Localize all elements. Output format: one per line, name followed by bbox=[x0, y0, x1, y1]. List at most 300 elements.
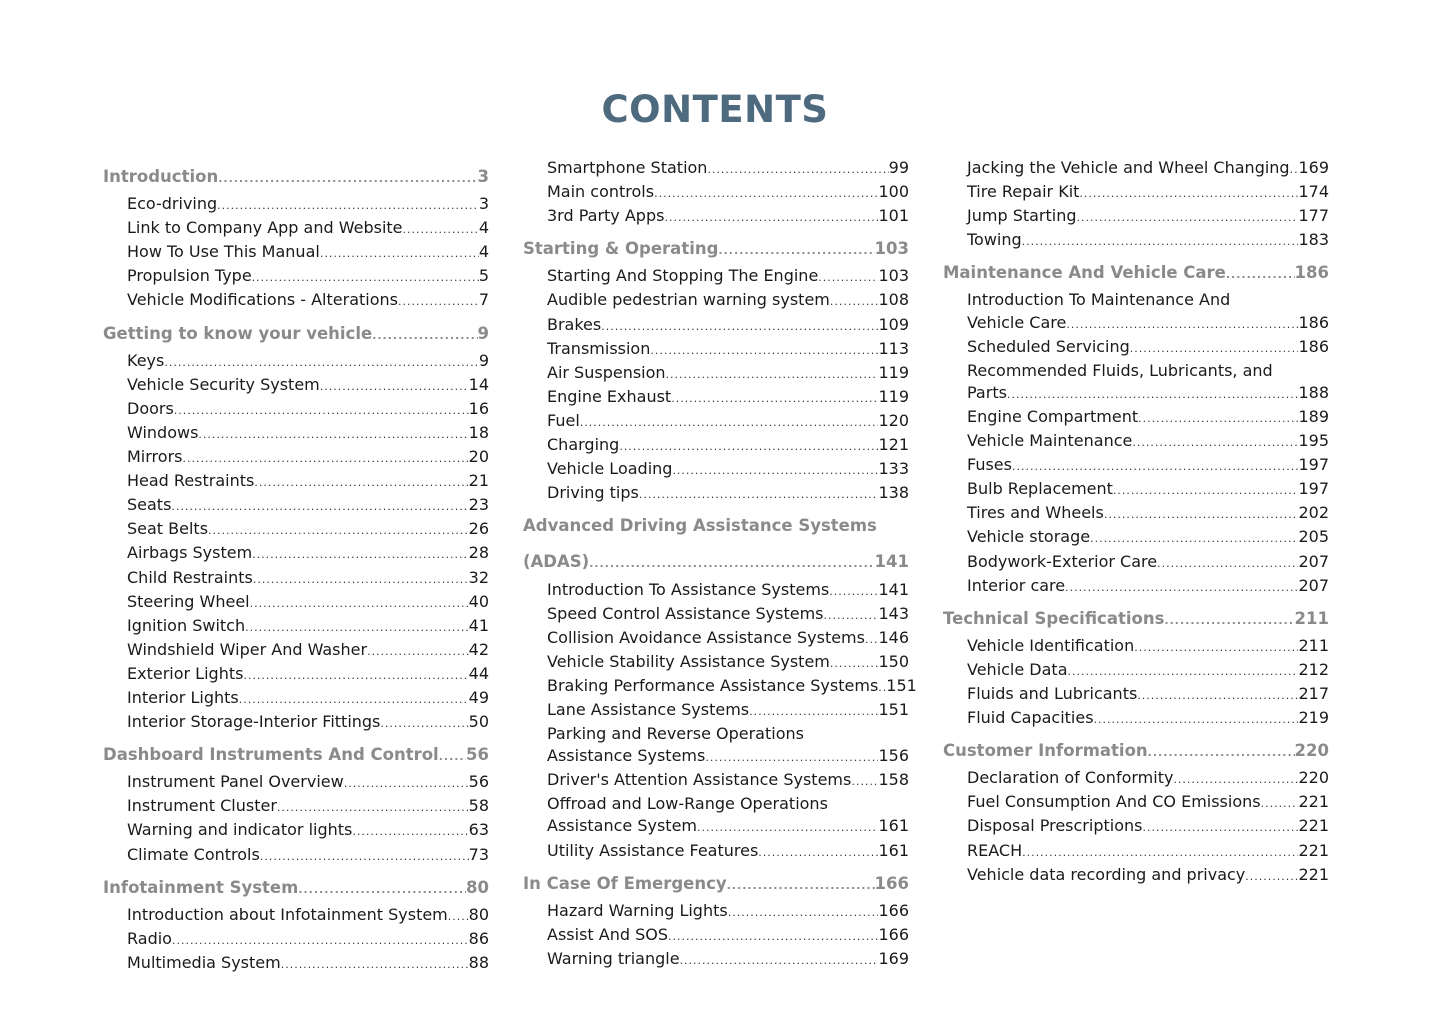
page-number: 161 bbox=[878, 840, 909, 860]
toc-entry-label: Fuel Consumption And CO Emissions bbox=[967, 792, 1261, 812]
toc-entry-label: Utility Assistance Features bbox=[547, 840, 759, 860]
toc-section[interactable] bbox=[523, 551, 909, 575]
page-number: 7 bbox=[478, 290, 489, 310]
toc-entry[interactable] bbox=[523, 458, 909, 482]
dot-leader bbox=[878, 677, 886, 699]
dot-leader bbox=[1079, 183, 1298, 205]
toc-entry-label: Windows bbox=[127, 422, 199, 442]
toc-entry-label: Exterior Lights bbox=[127, 663, 244, 683]
toc-entry[interactable] bbox=[523, 651, 909, 675]
dot-leader bbox=[217, 195, 479, 217]
toc-entry[interactable] bbox=[523, 603, 909, 627]
toc-entry-label: How To Use This Manual bbox=[127, 242, 320, 262]
toc-entry-label: Interior Storage-Interior Fittings bbox=[127, 712, 381, 732]
toc-entry-label: Instrument Cluster bbox=[127, 796, 277, 816]
toc-entry[interactable] bbox=[523, 314, 909, 338]
toc-entry-label: Tire Repair Kit bbox=[967, 182, 1080, 202]
dot-leader bbox=[718, 240, 874, 262]
toc-entry-label: Speed Control Assistance Systems bbox=[547, 603, 824, 623]
toc-entry[interactable] bbox=[523, 948, 909, 972]
page-number: 205 bbox=[1298, 527, 1329, 547]
dot-leader bbox=[1077, 207, 1299, 229]
dot-leader bbox=[1134, 637, 1298, 659]
toc-entry[interactable] bbox=[103, 795, 489, 819]
toc-entry[interactable] bbox=[103, 567, 489, 591]
page-number: 151 bbox=[886, 675, 917, 695]
toc-entry-label: Jacking the Vehicle and Wheel Changing bbox=[967, 158, 1290, 177]
contents-column-1 bbox=[103, 157, 489, 976]
dot-leader bbox=[1164, 610, 1294, 632]
toc-entry[interactable] bbox=[523, 338, 909, 362]
toc-entry-label: Lane Assistance Systems bbox=[547, 699, 750, 719]
toc-entry-label: Eco-driving bbox=[127, 194, 218, 214]
toc-section[interactable] bbox=[103, 166, 489, 190]
page-number: 197 bbox=[1298, 455, 1329, 475]
dot-leader bbox=[171, 496, 468, 518]
toc-entry-label: Air Suspension bbox=[547, 362, 666, 382]
dot-leader bbox=[1012, 456, 1298, 478]
dot-leader bbox=[639, 484, 879, 506]
dot-leader bbox=[580, 412, 879, 434]
toc-entry-label: Audible pedestrian warning system bbox=[547, 290, 830, 310]
page-number: 186 bbox=[1298, 336, 1329, 356]
page-number: 86 bbox=[468, 928, 489, 948]
page-number: 28 bbox=[468, 543, 489, 563]
page-number: 56 bbox=[468, 772, 489, 792]
toc-entry[interactable] bbox=[943, 454, 1329, 478]
toc-entry[interactable] bbox=[943, 229, 1329, 253]
dot-leader bbox=[697, 817, 878, 839]
page-number: 212 bbox=[1298, 659, 1329, 679]
page-number: 183 bbox=[1298, 230, 1329, 250]
page-number: 133 bbox=[878, 459, 909, 479]
dot-leader bbox=[1290, 159, 1299, 181]
toc-entry[interactable] bbox=[103, 265, 489, 289]
toc-section[interactable] bbox=[523, 515, 909, 537]
toc-entry[interactable] bbox=[943, 382, 1329, 406]
toc-entry-label: Vehicle Stability Assistance System bbox=[547, 651, 830, 671]
page-number: 211 bbox=[1298, 635, 1329, 655]
toc-entry[interactable] bbox=[523, 362, 909, 386]
toc-entry-label: Jump Starting bbox=[967, 206, 1077, 226]
toc-entry[interactable] bbox=[103, 422, 489, 446]
page-number: 141 bbox=[874, 552, 909, 572]
page-number: 41 bbox=[468, 615, 489, 635]
toc-entry[interactable] bbox=[103, 470, 489, 494]
dot-leader bbox=[619, 436, 878, 458]
page-number: 49 bbox=[468, 687, 489, 707]
page-number: 156 bbox=[878, 746, 909, 766]
toc-entry-label: Disposal Prescriptions bbox=[967, 816, 1143, 836]
dot-leader bbox=[851, 771, 878, 793]
toc-section[interactable] bbox=[103, 323, 489, 347]
toc-entry-label: Fluid Capacities bbox=[967, 708, 1094, 728]
toc-entry-label: Brakes bbox=[547, 314, 602, 334]
dot-leader bbox=[164, 352, 478, 374]
page-number: 189 bbox=[1298, 406, 1329, 426]
toc-entry[interactable] bbox=[523, 745, 909, 769]
toc-entry-label: Fuel bbox=[547, 410, 580, 430]
toc-section-label: Technical Specifications bbox=[943, 608, 1165, 628]
toc-entry[interactable] bbox=[103, 819, 489, 843]
toc-entry[interactable] bbox=[943, 840, 1329, 864]
page-number: 188 bbox=[1298, 382, 1329, 402]
page-number: 141 bbox=[878, 579, 909, 599]
toc-entry[interactable] bbox=[103, 446, 489, 470]
toc-entry-label: Climate Controls bbox=[127, 844, 260, 864]
dot-leader bbox=[1066, 314, 1298, 336]
toc-entry[interactable] bbox=[943, 551, 1329, 575]
dot-leader bbox=[1173, 769, 1298, 791]
dot-leader bbox=[253, 569, 469, 591]
toc-entry-label: Vehicle Identification bbox=[967, 635, 1135, 655]
dot-leader bbox=[1068, 661, 1299, 683]
toc-entry[interactable] bbox=[523, 289, 909, 313]
page-number: 186 bbox=[1298, 312, 1329, 332]
toc-entry-label: Hazard Warning Lights bbox=[547, 900, 728, 920]
page-number: 103 bbox=[878, 266, 909, 286]
toc-entry[interactable] bbox=[943, 289, 1329, 311]
dot-leader bbox=[1130, 338, 1299, 360]
dot-leader bbox=[707, 159, 888, 181]
dot-leader bbox=[320, 243, 479, 265]
dot-leader bbox=[352, 821, 468, 843]
toc-section[interactable] bbox=[103, 877, 489, 901]
toc-entry-label: Driving tips bbox=[547, 483, 639, 503]
toc-entry[interactable] bbox=[523, 205, 909, 229]
toc-section[interactable] bbox=[943, 740, 1329, 764]
toc-entry-label: Charging bbox=[547, 435, 620, 455]
toc-entry-label: Vehicle storage bbox=[967, 527, 1091, 547]
toc-entry-label: Engine Compartment bbox=[967, 406, 1139, 426]
toc-entry-label: Introduction To Assistance Systems bbox=[547, 579, 830, 599]
dot-leader bbox=[320, 376, 469, 398]
dot-leader bbox=[749, 701, 878, 723]
toc-entry[interactable] bbox=[523, 769, 909, 793]
toc-entry[interactable] bbox=[103, 844, 489, 868]
dot-leader bbox=[245, 617, 469, 639]
toc-entry-label: Warning triangle bbox=[547, 948, 680, 968]
toc-entry[interactable] bbox=[523, 815, 909, 839]
page-number: 88 bbox=[468, 952, 489, 972]
toc-entry[interactable] bbox=[103, 374, 489, 398]
toc-entry-label: Windshield Wiper And Washer bbox=[127, 639, 368, 659]
page-number: 119 bbox=[878, 386, 909, 406]
toc-entry[interactable] bbox=[943, 336, 1329, 360]
toc-entry[interactable] bbox=[103, 591, 489, 615]
toc-entry-label: Vehicle Modifications - Alterations bbox=[127, 290, 398, 310]
toc-entry[interactable] bbox=[943, 767, 1329, 791]
toc-entry-label: Braking Performance Assistance Systems bbox=[547, 675, 879, 695]
dot-leader bbox=[252, 267, 479, 289]
toc-entry[interactable] bbox=[523, 410, 909, 434]
toc-entry[interactable] bbox=[943, 205, 1329, 229]
toc-entry[interactable] bbox=[943, 406, 1329, 430]
toc-entry[interactable] bbox=[523, 579, 909, 603]
page-number: 58 bbox=[468, 796, 489, 816]
toc-entry-label: Warning and indicator lights bbox=[127, 820, 353, 840]
toc-entry[interactable] bbox=[103, 289, 489, 313]
toc-entry[interactable] bbox=[943, 864, 1329, 888]
toc-entry[interactable] bbox=[943, 312, 1329, 336]
dot-leader bbox=[1157, 553, 1298, 575]
dot-leader bbox=[367, 641, 469, 663]
page-number: 32 bbox=[468, 567, 489, 587]
dot-leader bbox=[1137, 685, 1298, 707]
dot-leader bbox=[372, 325, 477, 347]
toc-section-label: Introduction bbox=[103, 167, 219, 186]
toc-entry[interactable] bbox=[103, 771, 489, 795]
toc-section-label: Maintenance And Vehicle Care bbox=[943, 263, 1226, 283]
dot-leader bbox=[218, 168, 477, 190]
dot-leader bbox=[671, 388, 878, 410]
dot-leader bbox=[680, 950, 879, 972]
toc-entry-label: Transmission bbox=[547, 338, 651, 358]
page-number: 220 bbox=[1294, 741, 1329, 761]
page-number: 80 bbox=[466, 877, 489, 897]
toc-entry[interactable] bbox=[943, 659, 1329, 683]
page-number: 21 bbox=[468, 471, 489, 491]
dot-leader bbox=[439, 746, 466, 768]
toc-entry[interactable] bbox=[103, 217, 489, 241]
toc-entry-label: Starting And Stopping The Engine bbox=[547, 266, 819, 286]
page-number: 20 bbox=[468, 447, 489, 467]
toc-entry[interactable] bbox=[103, 193, 489, 217]
page-number: 3 bbox=[477, 167, 489, 186]
page-number: 202 bbox=[1298, 503, 1329, 523]
toc-entry-label: Driver's Attention Assistance Systems bbox=[547, 770, 852, 790]
toc-entry-label: Introduction about Infotainment System bbox=[127, 904, 448, 924]
page-number: 120 bbox=[878, 410, 909, 430]
page-number: 174 bbox=[1298, 182, 1329, 202]
page-number: 169 bbox=[878, 948, 909, 968]
toc-entry-label: Vehicle Security System bbox=[127, 374, 320, 394]
toc-entry[interactable] bbox=[523, 793, 909, 815]
page-number: 221 bbox=[1298, 792, 1329, 812]
page-number: 113 bbox=[878, 338, 909, 358]
toc-entry[interactable] bbox=[523, 434, 909, 458]
toc-entry[interactable] bbox=[103, 711, 489, 735]
toc-entry[interactable] bbox=[103, 241, 489, 265]
dot-leader bbox=[758, 842, 878, 864]
toc-entry-label: Smartphone Station bbox=[547, 158, 708, 177]
page-number: 18 bbox=[468, 422, 489, 442]
toc-entry[interactable] bbox=[103, 398, 489, 422]
toc-entry-label: Doors bbox=[127, 398, 174, 418]
toc-entry[interactable] bbox=[943, 157, 1329, 181]
page-number: 207 bbox=[1298, 551, 1329, 571]
dot-leader bbox=[672, 460, 878, 482]
toc-entry[interactable] bbox=[523, 699, 909, 723]
toc-entry-label: Introduction To Maintenance And bbox=[967, 290, 1231, 310]
toc-entry-label: Interior care bbox=[967, 575, 1066, 595]
toc-entry-label: Towing bbox=[967, 230, 1022, 250]
toc-entry[interactable] bbox=[943, 635, 1329, 659]
toc-entry-label: Main controls bbox=[547, 182, 655, 202]
toc-entry-label: Recommended Fluids, Lubricants, and bbox=[967, 360, 1273, 380]
dot-leader bbox=[728, 902, 879, 924]
page-number: 119 bbox=[878, 362, 909, 382]
dot-leader bbox=[1090, 528, 1298, 550]
dot-leader bbox=[252, 544, 468, 566]
page-number: 207 bbox=[1298, 575, 1329, 595]
toc-section[interactable] bbox=[523, 873, 909, 897]
dot-leader bbox=[1104, 504, 1299, 526]
toc-entry-label: 3rd Party Apps bbox=[547, 206, 665, 226]
page-number: 161 bbox=[878, 816, 909, 836]
toc-entry[interactable] bbox=[943, 360, 1329, 382]
toc-entry[interactable] bbox=[943, 815, 1329, 839]
dot-leader bbox=[254, 472, 468, 494]
page-number: 221 bbox=[1298, 864, 1329, 884]
toc-entry-label: Declaration of Conformity bbox=[967, 768, 1174, 788]
toc-entry-label: Bodywork-Exterior Care bbox=[967, 551, 1158, 571]
toc-entry[interactable] bbox=[103, 952, 489, 976]
dot-leader bbox=[277, 797, 469, 819]
page-number: 121 bbox=[878, 435, 909, 455]
dot-leader bbox=[239, 689, 469, 711]
dot-leader bbox=[1065, 577, 1298, 599]
toc-entry[interactable] bbox=[523, 386, 909, 410]
page-number: 63 bbox=[468, 820, 489, 840]
toc-entry[interactable] bbox=[523, 675, 917, 699]
toc-entry[interactable] bbox=[943, 791, 1329, 815]
dot-leader bbox=[172, 930, 469, 952]
toc-entry-label: Vehicle data recording and privacy bbox=[967, 864, 1246, 884]
toc-entry[interactable] bbox=[103, 904, 489, 928]
toc-entry[interactable] bbox=[103, 687, 489, 711]
toc-entry[interactable] bbox=[523, 627, 909, 651]
toc-entry-label: Vehicle Care bbox=[967, 312, 1067, 332]
toc-entry-label: Steering Wheel bbox=[127, 591, 250, 611]
toc-section-label: (ADAS) bbox=[523, 552, 590, 572]
toc-entry[interactable] bbox=[523, 723, 909, 745]
toc-entry-label: Bulb Replacement bbox=[967, 479, 1113, 499]
page-number: 220 bbox=[1298, 768, 1329, 788]
toc-entry-label: Seat Belts bbox=[127, 519, 209, 539]
toc-section[interactable] bbox=[523, 238, 909, 262]
toc-entry-label: Multimedia System bbox=[127, 952, 281, 972]
toc-entry[interactable] bbox=[103, 928, 489, 952]
dot-leader bbox=[250, 593, 469, 615]
dot-leader bbox=[664, 207, 878, 229]
page-number: 23 bbox=[468, 495, 489, 515]
toc-section[interactable] bbox=[103, 744, 489, 768]
dot-leader bbox=[589, 553, 874, 575]
toc-entry-label: REACH bbox=[967, 840, 1023, 860]
page-number: 16 bbox=[468, 398, 489, 418]
page-number: 221 bbox=[1298, 840, 1329, 860]
page-number: 3 bbox=[478, 194, 489, 214]
toc-entry[interactable] bbox=[523, 265, 909, 289]
dot-leader bbox=[298, 879, 466, 901]
toc-entry[interactable] bbox=[943, 502, 1329, 526]
page-number: 211 bbox=[1294, 608, 1329, 628]
dot-leader bbox=[1261, 793, 1299, 815]
toc-entry[interactable] bbox=[103, 350, 489, 374]
toc-entry[interactable] bbox=[523, 482, 909, 506]
page-number: 177 bbox=[1298, 206, 1329, 226]
toc-entry-label: Vehicle Maintenance bbox=[967, 431, 1133, 451]
page-number: 138 bbox=[878, 483, 909, 503]
toc-section-label: Advanced Driving Assistance Systems bbox=[523, 516, 877, 536]
toc-entry[interactable] bbox=[943, 683, 1329, 707]
dot-leader bbox=[654, 183, 878, 205]
page-number: 150 bbox=[878, 651, 909, 671]
page-number: 100 bbox=[878, 182, 909, 202]
dot-leader bbox=[1142, 817, 1298, 839]
toc-entry[interactable] bbox=[103, 615, 489, 639]
toc-entry[interactable] bbox=[103, 494, 489, 518]
toc-entry[interactable] bbox=[943, 575, 1329, 599]
contents-column-3 bbox=[943, 157, 1329, 888]
toc-section[interactable] bbox=[943, 262, 1329, 286]
toc-entry[interactable] bbox=[523, 900, 909, 924]
dot-leader bbox=[705, 747, 878, 769]
toc-entry-label: Interior Lights bbox=[127, 687, 239, 707]
page-number: 169 bbox=[1298, 158, 1329, 177]
toc-entry-label: Mirrors bbox=[127, 447, 183, 467]
toc-entry-label: Fuses bbox=[967, 455, 1012, 475]
toc-entry[interactable] bbox=[523, 181, 909, 205]
toc-entry[interactable] bbox=[523, 840, 909, 864]
dot-leader bbox=[1022, 231, 1299, 253]
toc-entry[interactable] bbox=[943, 430, 1329, 454]
dot-leader bbox=[824, 605, 879, 627]
page-number: 151 bbox=[878, 699, 909, 719]
dot-leader bbox=[344, 773, 469, 795]
page-number: 9 bbox=[477, 323, 489, 343]
toc-entry[interactable] bbox=[523, 157, 909, 181]
toc-entry[interactable] bbox=[943, 181, 1329, 205]
page-number: 4 bbox=[478, 242, 489, 262]
toc-entry[interactable] bbox=[103, 639, 489, 663]
dot-leader bbox=[1094, 709, 1299, 731]
dot-leader bbox=[1245, 866, 1298, 888]
dot-leader bbox=[829, 581, 878, 603]
dot-leader bbox=[830, 291, 879, 313]
toc-entry[interactable] bbox=[943, 478, 1329, 502]
page-number: 73 bbox=[468, 844, 489, 864]
toc-entry[interactable] bbox=[523, 924, 909, 948]
page-number: 108 bbox=[878, 290, 909, 310]
toc-entry-label: Instrument Panel Overview bbox=[127, 772, 344, 792]
page-number: 44 bbox=[468, 663, 489, 683]
page-number: 109 bbox=[878, 314, 909, 334]
page-number: 56 bbox=[466, 745, 489, 765]
toc-entry-label: Assistance Systems bbox=[547, 746, 706, 766]
toc-entry[interactable] bbox=[103, 663, 489, 687]
dot-leader bbox=[1113, 480, 1299, 502]
toc-section[interactable] bbox=[943, 608, 1329, 632]
toc-entry[interactable] bbox=[943, 526, 1329, 550]
page-number: 221 bbox=[1298, 816, 1329, 836]
toc-entry-label: Collision Avoidance Assistance Systems bbox=[547, 627, 865, 647]
toc-entry[interactable] bbox=[103, 542, 489, 566]
page-number: 166 bbox=[874, 873, 909, 893]
toc-section-label: In Case Of Emergency bbox=[523, 873, 727, 893]
toc-entry[interactable] bbox=[943, 707, 1329, 731]
toc-entry[interactable] bbox=[103, 518, 489, 542]
dot-leader bbox=[1132, 432, 1298, 454]
page-number: 40 bbox=[468, 591, 489, 611]
dot-leader bbox=[601, 316, 878, 338]
dot-leader bbox=[260, 846, 469, 868]
page-number: 143 bbox=[878, 603, 909, 623]
toc-section-label: Getting to know your vehicle bbox=[103, 323, 373, 343]
dot-leader bbox=[380, 713, 468, 735]
toc-entry-label: Propulsion Type bbox=[127, 266, 252, 286]
